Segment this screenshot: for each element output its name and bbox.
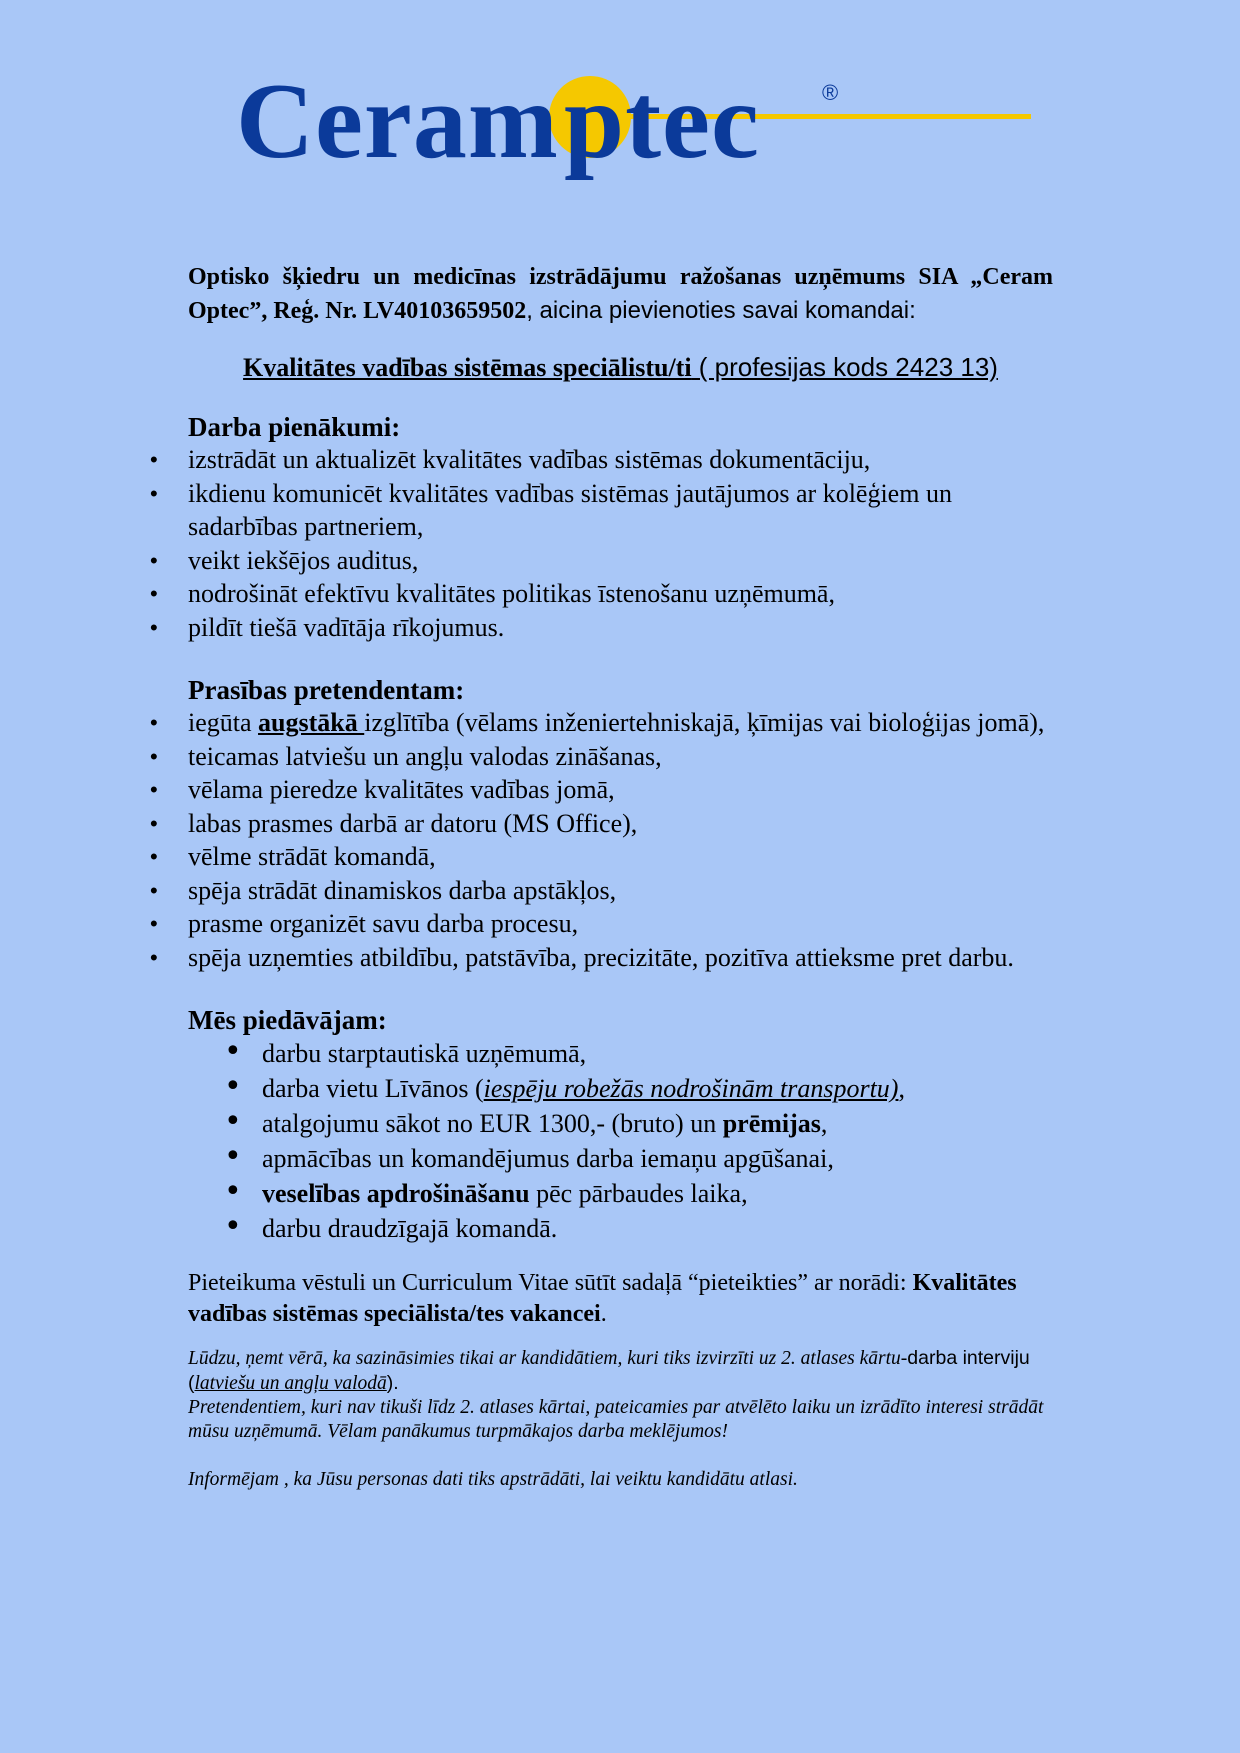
req-first-bold: augstākā [258,708,365,737]
intro-paragraph [188,260,1053,328]
apply-instructions [188,1268,1053,1330]
logo-text-part1: Ceram [236,62,559,181]
duties-heading: Darba pienākumi: [188,412,401,442]
requirements-heading: Prasības pretendentam: [188,675,465,705]
list-item: • vēlama pieredze kvalitātes vadības jomā, [188,773,1053,807]
note2: Pretendentiem, kuri nav tikuši līdz 2. atlases kārtai, pateicamies par atvēlēto laiku un izrādīto interesi strādāt mūsu uzņēmumā. Vēlam panākumus turpmākajos darba meklējumos! [188,1397,1044,1442]
note1-italic: Lūdzu, ņemt vērā, ka sazināsimies tikai ar kandidātiem, kuri tiks izvirzīti uz 2. atlases kārtu- [188,1348,908,1369]
job-title-text: Kvalitātes vadības sistēmas speciālistu/ti [243,353,692,382]
contact-note [188,1346,1053,1444]
logo-text-part2: ptec [564,62,760,181]
list-item: • spēja uzņemties atbildību, patstāvība, precizitāte, pozitīva attieksme pret darbu. [188,941,1053,975]
job-title [188,350,1053,385]
list-item: • vēlme strādāt komandā, [188,840,1053,874]
vacancy-content [188,260,1053,1492]
privacy-note: Informējam , ka Jūsu personas dati tiks apstrādāti, lai veiktu kandidātu atlasi. [188,1469,798,1490]
duties-list [188,443,1053,644]
list-item: • apmācības un komandējumus darba iemaņu apgūšanai, [262,1141,1053,1176]
req-first-pre: iegūta [188,708,259,737]
offer-item3-bold: prēmijas [722,1109,821,1138]
offer-heading: Mēs piedāvājam: [188,1005,387,1035]
registered-mark: ® [822,80,839,105]
intro-invite: , aicina pievienoties savai komandai: [526,297,916,324]
list-item: • prasme organizēt savu darba procesu, [188,907,1053,941]
list-item [262,1176,1053,1211]
list-item: • izstrādāt un aktualizēt kvalitātes vadības sistēmas dokumentāciju, [188,443,1053,477]
requirements-list [188,706,1053,974]
list-item: • spēja strādāt dinamiskos darba apstākļos, [188,874,1053,908]
list-item: • darbu draudzīgajā komandā. [262,1211,1053,1246]
list-item: • teicamas latviešu un angļu valodas zināšanas, [188,740,1053,774]
offer-list [188,1036,1053,1246]
apply-text: Pieteikuma vēstuli un Curriculum Vitae sūtīt sadaļā “pieteikties” ar norādi: [188,1270,913,1296]
list-item [188,706,1053,740]
offer-item5-post: pēc pārbaudes laika, [529,1179,748,1208]
offer-item3-pre: atalgojumu sākot no EUR 1300,- (bruto) un [262,1109,723,1138]
list-item: • nodrošināt efektīvu kvalitātes politikas īstenošanu uzņēmumā, [188,577,1053,611]
offer-item5-bold: veselības apdrošināšanu [262,1179,530,1208]
company-logo [236,62,1016,182]
offer-item2-post: , [898,1074,905,1103]
apply-reference: Kvalitātes vadības sistēmas speciālista/tes vakancei [188,1270,1017,1327]
list-item: • labas prasmes darbā ar datoru (MS Office), [188,807,1053,841]
list-item: • darbu starptautiskā uzņēmumā, [262,1036,1053,1071]
offer-item3-post: , [820,1109,828,1138]
job-code: ( profesijas kods 2423 13) [691,352,998,382]
list-item [262,1071,1053,1106]
req-first-post: izglītība (vēlams inženiertehniskajā, ķīmijas vai bioloģijas jomā), [364,708,1045,737]
list-item: • veikt iekšējos auditus, [188,544,1053,578]
list-item: • ikdienu komunicēt kvalitātes vadības sistēmas jautājumos ar kolēģiem un sadarbības partneriem, [188,477,1053,544]
list-item: • pildīt tiešā vadītāja rīkojumus. [188,611,1053,645]
transport-note: iespēju robežās nodrošinām transportu) [483,1074,899,1103]
note1-end: ). [386,1372,399,1394]
company-info: Optisko šķiedru un medicīnas izstrādājumu ražošanas uzņēmums SIA „Ceram Optec”, Reģ. Nr. LV40103659502 [188,264,1053,324]
list-item [262,1106,1053,1141]
apply-end: . [600,1301,607,1327]
note1-upright: darba interviju ( [188,1347,1030,1394]
note1-language: latviešu un angļu valodā [194,1373,387,1394]
offer-item2-pre: darba vietu Līvānos ( [262,1074,484,1103]
